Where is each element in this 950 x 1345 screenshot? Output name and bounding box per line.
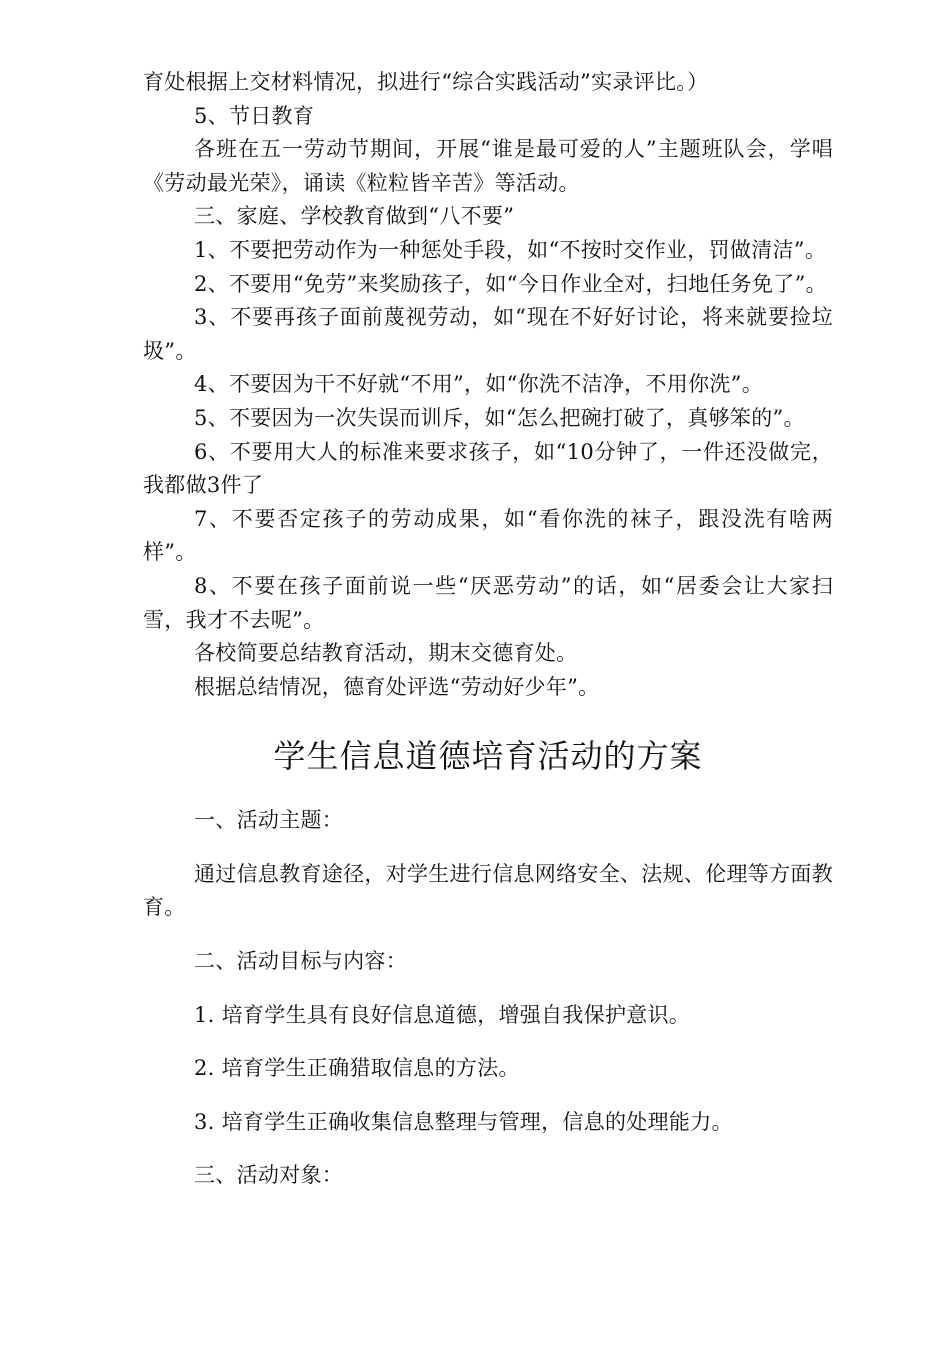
list-item-2: 2、不要用“免劳”来奖励孩子，如“今日作业全对，扫地任务免了”。 [194,271,827,296]
list-item-4: 4、不要因为干不好就“不用”，如“你洗不洁净，不用你洗”。 [194,372,764,397]
heading-eight-donts: 三、家庭、学校教育做到“八不要” [194,204,515,229]
list-item-8: 8、不要在孩子面前说一些“厌恶劳动”的话，如“居委会让大家扫雪，我才不去呢”。 [143,573,833,632]
heading-activity-target: 三、活动对象： [194,1163,344,1188]
section-info-ethics [143,804,833,1193]
list-item-3: 3、不要再孩子面前蔑视劳动，如“现在不好好讨论，将来就要捡垃圾”。 [143,305,833,363]
goal-item-3: 3. 培育学生正确收集信息整理与管理，信息的处理能力。 [194,1109,733,1134]
list-item-7: 7、不要否定孩子的劳动成果，如“看你洗的袜子，跟没洗有啥两样”。 [143,506,833,565]
document-page [143,66,833,1213]
section-labor-education [143,66,833,704]
paragraph-summary: 各校简要总结教育活动，期末交德育处。 [194,641,578,666]
paragraph-award: 根据总结情况，德育处评选“劳动好少年”。 [194,674,600,699]
list-item-5: 5、不要因为一次失误而训斥，如“怎么把碗打破了，真够笨的”。 [194,405,805,430]
heading-activity-theme: 一、活动主题： [194,808,344,833]
heading-goals-content: 二、活动目标与内容： [194,949,407,974]
paragraph-may-day: 各班在五一劳动节期间，开展“谁是最可爱的人”主题班队会，学唱《劳动最光荣》，诵读《粒粒皆辛苦》等活动。 [143,137,833,195]
paragraph-continued: 育处根据上交材料情况，拟进行“综合实践活动”实录评比。） [143,70,709,94]
list-item-1: 1、不要把劳动作为一种惩处手段，如“不按时交作业，罚做清洁”。 [194,237,827,262]
document-title: 学生信息道德培育活动的方案 [273,737,703,776]
heading-festival-education: 5、节日教育 [194,103,315,128]
paragraph-theme: 通过信息教育途径，对学生进行信息网络安全、法规、伦理等方面教育。 [143,861,833,920]
goal-item-1: 1. 培育学生具有良好信息道德，增强自我保护意识。 [194,1002,691,1027]
goal-item-2: 2. 培育学生正确猎取信息的方法。 [194,1056,520,1081]
list-item-6: 6、不要用大人的标准来要求孩子，如“10分钟了，一件还没做完，我都做3件了 [143,439,833,498]
